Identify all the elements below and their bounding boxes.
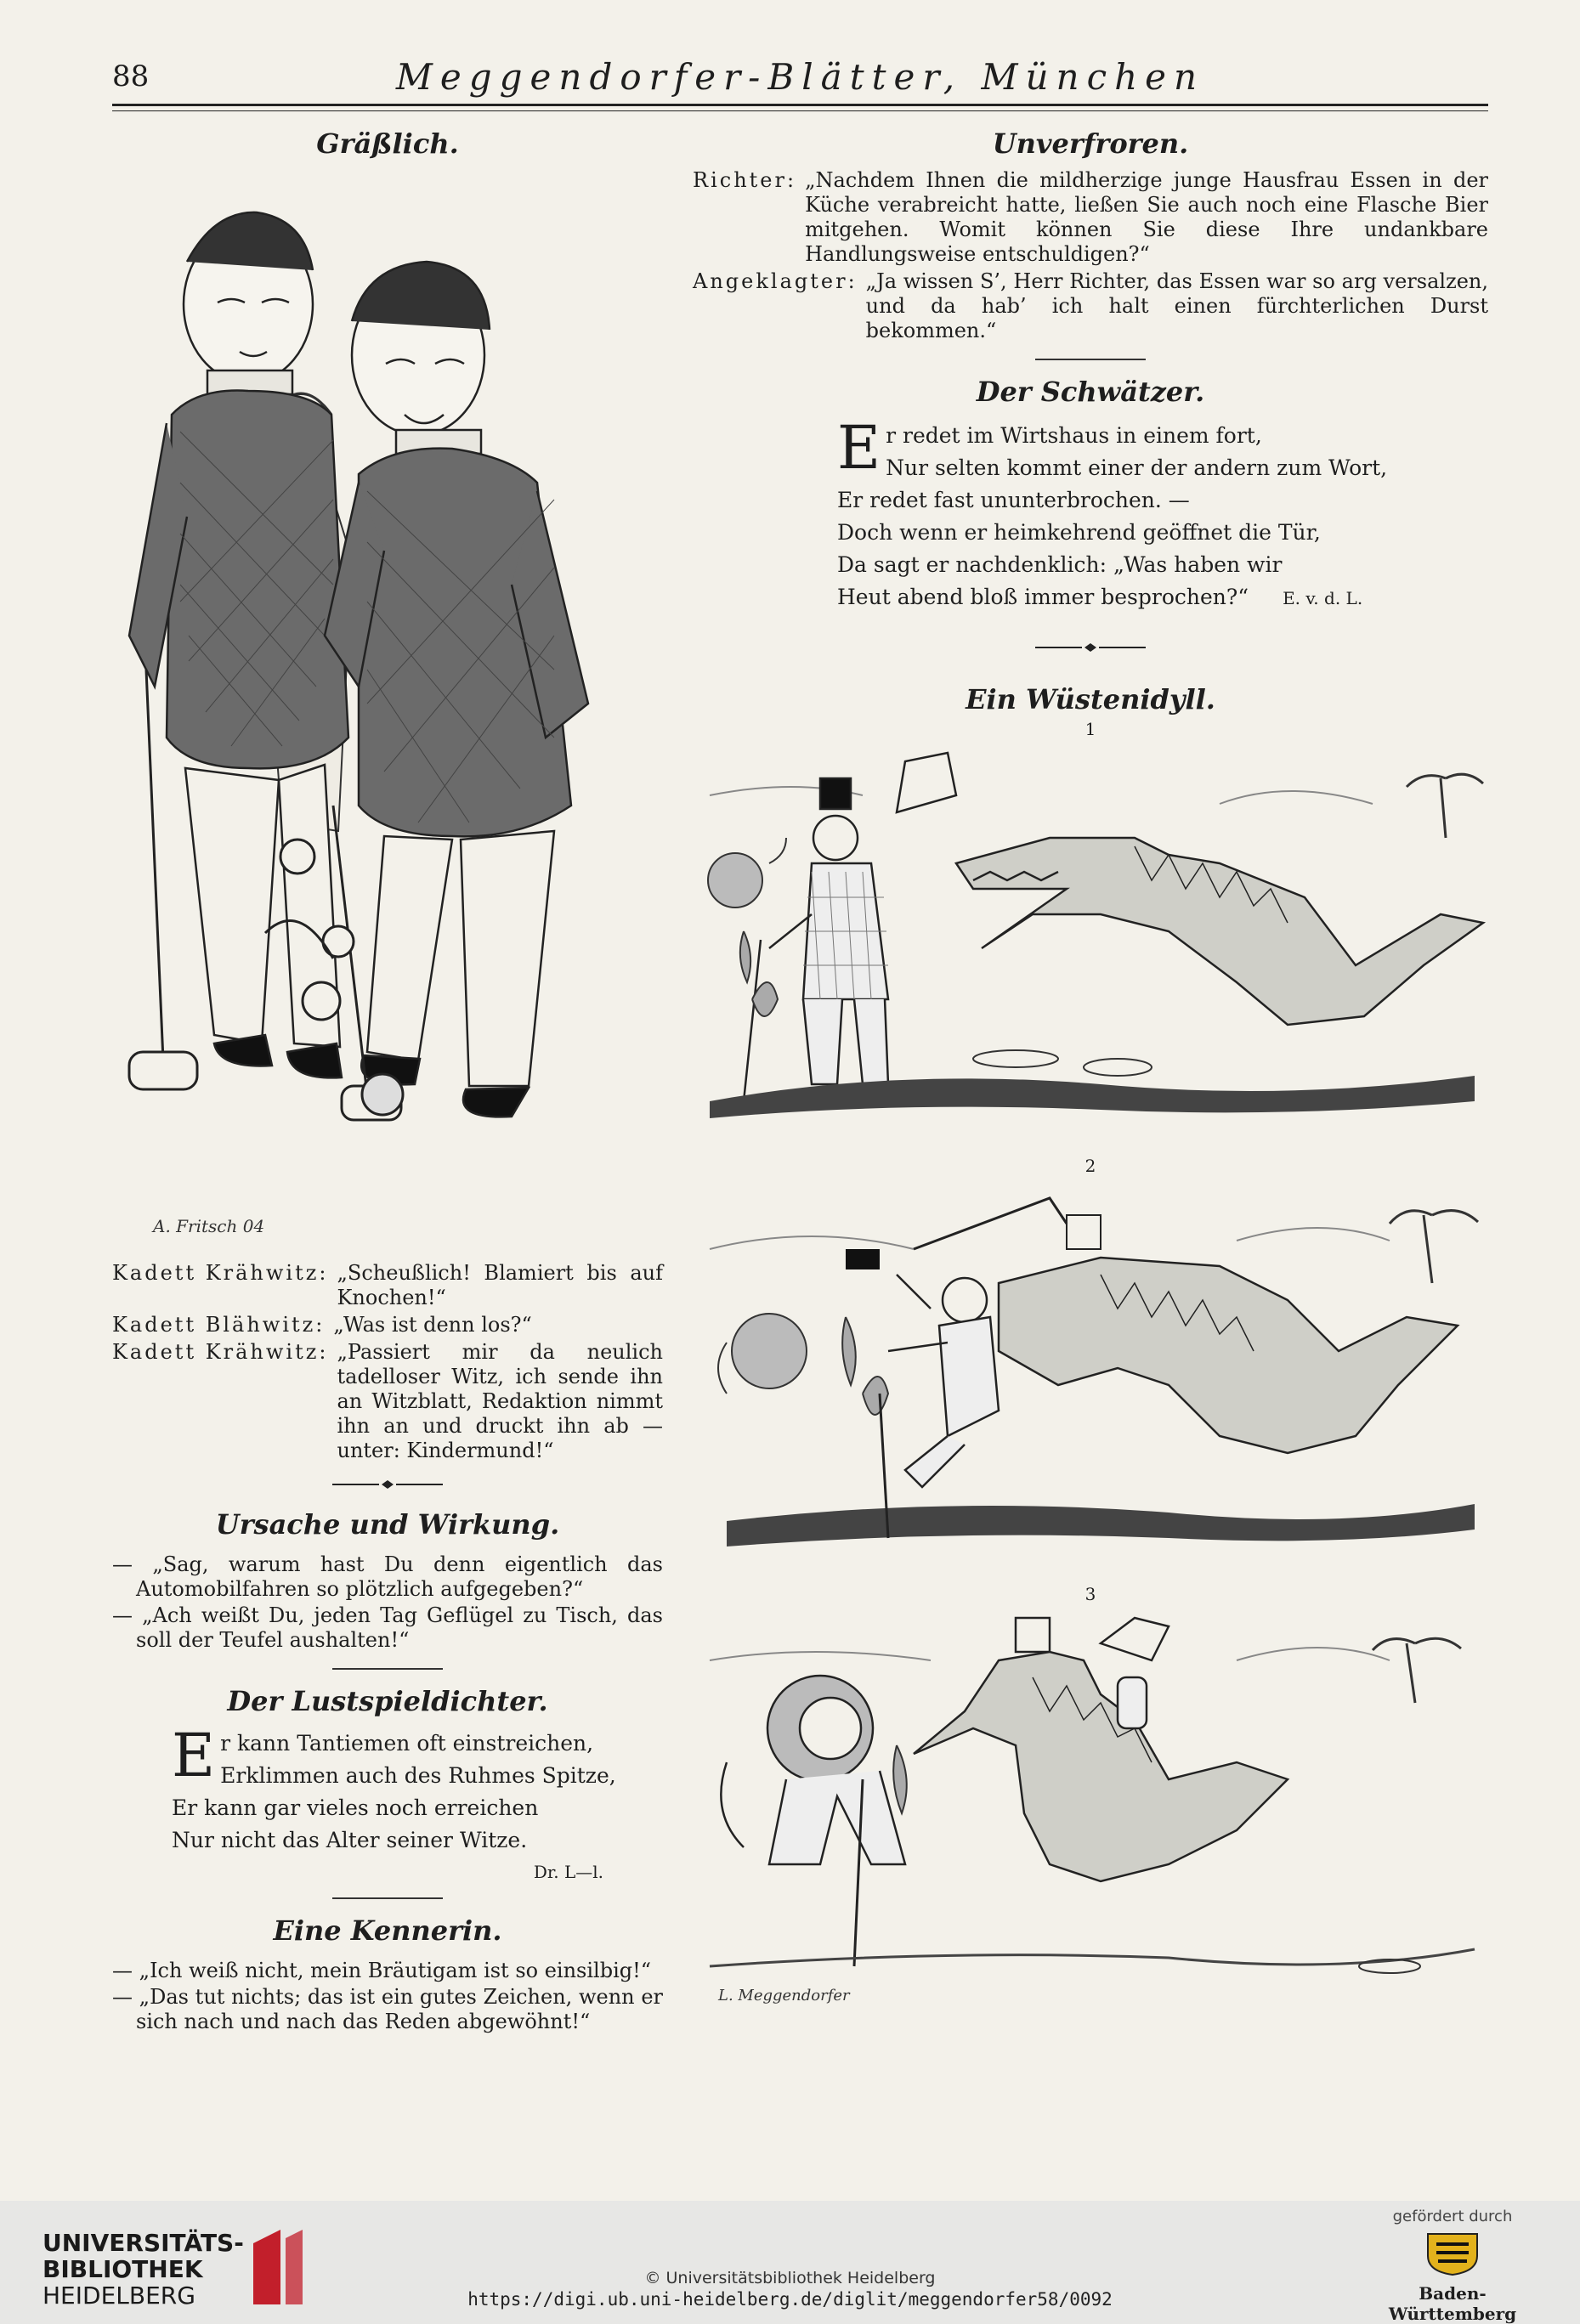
speaker: Angeklagter: [693,269,858,293]
drop-initial: E [172,1721,216,1790]
line: „Ja wissen S’, Herr Richter, das Essen war so arg versalzen, und da hab’ ich halt einen fürchterlichen Durst bekommen.“ [865,269,1488,342]
dialogue-entry [112,1340,663,1463]
cadets-illustration [112,160,663,1256]
copyright-notice: © Universitätsbibliothek Heidelberg [644,2269,936,2287]
library-line: BIBLIOTHEK [42,2255,203,2283]
header-rule [112,104,1488,106]
story-title-unverfroren: Unverfroren. [992,127,1189,160]
line: „Nachdem Ihnen die mildherzige junge Hausfrau Essen in der Küche verabreicht hatte, ließen Sie auch noch eine Flasche Bier mitgehen. Womit können Sie diese Ihre undankbare Handlungsweise entschuldigen?“ [805,168,1488,266]
verse-text: Heut abend bloß immer besprochen?“ [837,585,1249,609]
dialogue-entry [112,1261,663,1310]
funder-name: Baden-Württemberg [1388,2283,1517,2324]
schwaetzer-poem [837,413,1488,614]
funder-label: gefördert durch [1392,2208,1513,2225]
funder-block [1359,2208,1546,2324]
poem-verse [172,1721,663,1857]
verse-line: Er redet fast ununterbrochen. — [837,488,1190,512]
verse-line: Da sagt er nachdenklich: „Was haben wir [837,552,1283,577]
masthead: Meggendorfer-Blätter, München [395,56,1205,98]
speaker: Kadett Krähwitz: [112,1261,329,1285]
story-title-lustspieldichter: Der Lustspieldichter. [227,1685,548,1717]
right-column [693,127,1488,2017]
poem-signature: Dr. L—l. [533,1862,603,1882]
graesslich-dialogue [112,1261,663,1463]
story-title-wuestenidyll: Ein Wüstenidyll. [966,683,1215,715]
story-title-ursache: Ursache und Wirkung. [215,1508,560,1541]
speaker: Kadett Krähwitz: [112,1340,329,1364]
section-divider [332,1668,443,1670]
page-number: 88 [112,59,150,93]
desert-panel-1 [693,744,1488,1152]
panel-number: 3 [1084,1584,1096,1604]
panel-number: 2 [1084,1156,1096,1176]
story-title-schwaetzer: Der Schwätzer. [976,376,1205,408]
left-column [112,127,663,2036]
desert-panel-3 [693,1609,1488,2017]
verse-line: Erklimmen auch des Ruhmes Spitze, [220,1763,616,1788]
section-divider [332,1897,443,1899]
unverfroren-dialogue [693,168,1488,343]
dialogue-entry [693,269,1488,343]
dialogue-entry [693,168,1488,267]
drop-initial: E [837,413,881,483]
header-rule-thin [112,110,1488,111]
lustspieldichter-poem [172,1721,663,1882]
lion-icon [708,853,762,908]
dialogue-line: — „Ach weißt Du, jeden Tag Geflügel zu Tisch, das soll der Teufel aushalten!“ [112,1603,663,1652]
panel-number: 1 [1084,719,1096,739]
story-title-graesslich: Gräßlich. [316,127,459,160]
section-divider [1035,359,1146,360]
permalink[interactable]: https://digi.ub.uni-heidelberg.de/diglit/meggendorfer58/0092 [467,2289,1113,2310]
dialogue-entry [112,1313,663,1337]
illustration-signature: L. Meggendorfer [718,1987,850,2005]
line: „Was ist denn los?“ [333,1313,532,1337]
footer-bar [0,2201,1580,2324]
dialogue-line: — „Sag, warum hast Du denn eigentlich das Automobilfahren so plötzlich aufgegeben?“ [112,1552,663,1601]
speaker: Richter: [693,168,797,192]
coat-of-arms-icon [1423,2231,1482,2276]
poem-verse [837,413,1488,614]
dialogue-line: — „Ich weiß nicht, mein Bräutigam ist so einsilbig!“ [112,1959,652,1982]
verse-line: Er kann gar vieles noch erreichen [172,1795,539,1820]
line: „Scheußlich! Blamiert bis auf Knochen!“ [337,1261,663,1309]
verse-line: Nur nicht das Alter seiner Witze. [172,1828,528,1852]
desert-panel-2 [693,1181,1488,1580]
speaker: Kadett Blähwitz: [112,1313,326,1337]
poem-signature: E. v. d. L. [1283,588,1363,608]
verse-line: r kann Tantiemen oft einstreichen, [220,1731,594,1756]
kennerin-text [112,1959,663,2034]
ornament-divider [112,1477,663,1495]
running-head [112,53,1488,104]
verse-line: Doch wenn er heimkehrend geöffnet die Tür, [837,520,1321,545]
line: „Passiert mir da neulich tadelloser Witz, ich sende ihn an Witzblatt, Redaktion nimmt ihn an und druckt ihn ab — unter: Kindermund!“ [337,1340,663,1462]
ornament-divider [693,640,1488,658]
library-line: HEIDELBERG [42,2282,195,2310]
lion-icon [732,1314,807,1388]
library-line: UNIVERSITÄTS- [42,2229,244,2257]
ursache-text [112,1552,663,1653]
story-title-kennerin: Eine Kennerin. [273,1914,502,1947]
illustration-signature: A. Fritsch 04 [153,1216,265,1236]
verse-line: r redet im Wirtshaus in einem fort, [886,423,1262,448]
dialogue-line: — „Das tut nichts; das ist ein gutes Zeichen, wenn er sich nach und nach das Reden abgewöhnt!“ [112,1985,663,2033]
verse-line: Nur selten kommt einer der andern zum Wort, [886,455,1388,480]
verse-line [837,581,1488,614]
